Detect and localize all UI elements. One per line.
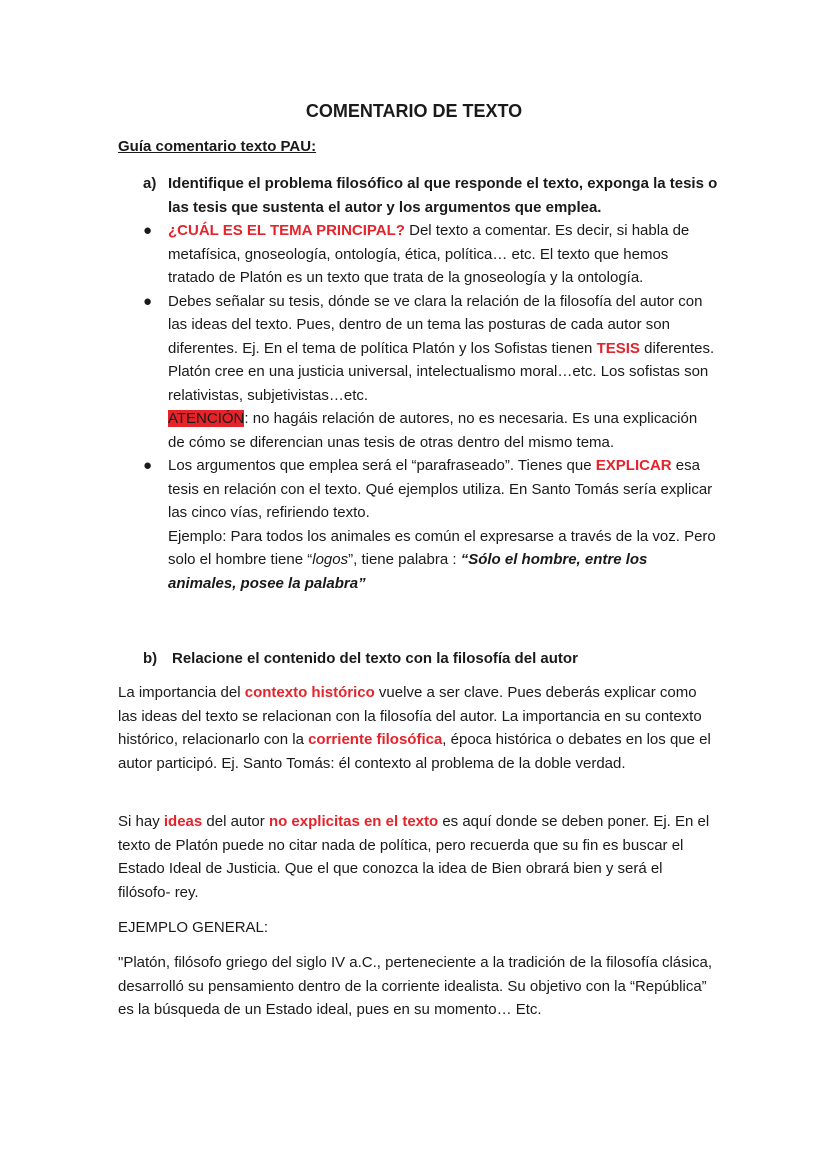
question-b bbox=[118, 647, 718, 671]
bullet-icon: ● bbox=[143, 457, 153, 474]
thesis-keyword: TESIS bbox=[596, 339, 640, 357]
topic-question: ¿CUÁL ES EL TEMA PRINCIPAL? bbox=[168, 222, 405, 239]
question-a-text: Identifique el problema filosófico al que responde el texto, exponga la tesis o las tesis que sustenta el autor y los argumentos que emplea. bbox=[168, 175, 718, 216]
attention-highlight: ATENCIÓN bbox=[168, 410, 245, 427]
bullet-item-topic bbox=[118, 219, 718, 290]
example-text-2: ”, tiene palabra : bbox=[348, 551, 461, 568]
topic-text: Del texto a comentar. Es decir, si habla de metafísica, gnoseología, ontología, ética, política… etc. El texto que hemos tratado de Platón es un texto que trata de la gnoseología y la ontología. bbox=[168, 222, 690, 286]
bullet-icon: ● bbox=[143, 222, 153, 239]
philosophical-current-keyword: corriente filosófica bbox=[308, 731, 443, 748]
bullet-list bbox=[118, 219, 718, 595]
paragraph-ideas bbox=[118, 810, 718, 904]
question-b-label: b) bbox=[143, 650, 158, 667]
context-keyword: contexto histórico bbox=[244, 684, 375, 701]
example-quote: “Sólo el hombre, entre los animales, posee la palabra” bbox=[168, 551, 648, 592]
bullet-item-thesis bbox=[118, 290, 718, 455]
question-b-text: Relacione el contenido del texto con la filosofía del autor bbox=[172, 650, 578, 667]
thesis-text-2: diferentes. Platón cree en una justicia universal, intelectualismo moral…etc. Los sofistas son relativistas, subjetivistas…etc. bbox=[168, 339, 715, 404]
context-text-1: La importancia del bbox=[118, 684, 245, 701]
arguments-text-2: esa tesis en relación con el texto. Qué ejemplos utiliza. En Santo Tomás sería explicar las cinco vías, refiriendo texto. bbox=[168, 457, 713, 521]
question-a-label: a) bbox=[143, 175, 157, 192]
ideas-text-1: Si hay bbox=[118, 813, 164, 830]
example-heading: EJEMPLO GENERAL: bbox=[118, 919, 269, 936]
ideas-keyword: ideas bbox=[163, 813, 203, 830]
example-text-1: Ejemplo: Para todos los animales es común el expresarse a través de la voz. Pero solo el hombre tiene “ bbox=[168, 527, 716, 568]
bullet-item-arguments bbox=[118, 454, 718, 595]
paragraph-context bbox=[118, 681, 718, 775]
example-paragraph: "Platón, filósofo griego del siglo IV a.C., perteneciente a la tradición de la filosofía clásica, desarrolló su pensamiento dentro de la corriente idealista. Su objetivo con la “República” es la búsqueda de un Estado ideal, pues en su momento… Etc. bbox=[118, 954, 712, 1018]
arguments-text-1: Los argumentos que emplea será el “parafraseado”. Tienes que bbox=[168, 457, 596, 474]
bullet-icon: ● bbox=[143, 292, 153, 310]
context-text-2: vuelve a ser clave. Pues deberás explicar como las ideas del texto se relacionan con la filosofía del autor. La importancia en su contexto histórico, relacionarlo con la bbox=[118, 684, 702, 748]
guide-heading: Guía comentario texto PAU: bbox=[118, 138, 317, 155]
page-title: COMENTARIO DE TEXTO bbox=[305, 101, 523, 121]
thesis-text-1: Debes señalar su tesis, dónde se ve clara la relación de la filosofía del autor con las ideas del texto. Pues, dentro de un tema las posturas de cada autor son diferentes. Ej. En el tema de política Platón y los Sofistas tienen bbox=[168, 292, 703, 357]
logos-word: logos bbox=[312, 551, 349, 568]
question-a bbox=[118, 172, 718, 219]
attention-text: : no hagáis relación de autores, no es necesaria. Es una explicación de cómo se diferencian unas tesis de otras dentro del mismo tema. bbox=[168, 410, 698, 451]
explain-keyword: EXPLICAR bbox=[595, 457, 672, 474]
ideas-text-3: es aquí donde se deben poner. Ej. En el texto de Platón puede no citar nada de política, pero recuerda que su fin es buscar el Estado Ideal de Justicia. Que el que conozca la idea de Bien obrará bien y será el filósofo- rey. bbox=[118, 813, 710, 901]
ideas-text-2: del autor bbox=[202, 813, 269, 830]
context-text-3: , época histórica o debates en los que el autor participó. Ej. Santo Tomás: él contexto al problema de la doble verdad. bbox=[118, 731, 711, 772]
not-explicit-keyword: no explicitas en el texto bbox=[268, 813, 439, 830]
